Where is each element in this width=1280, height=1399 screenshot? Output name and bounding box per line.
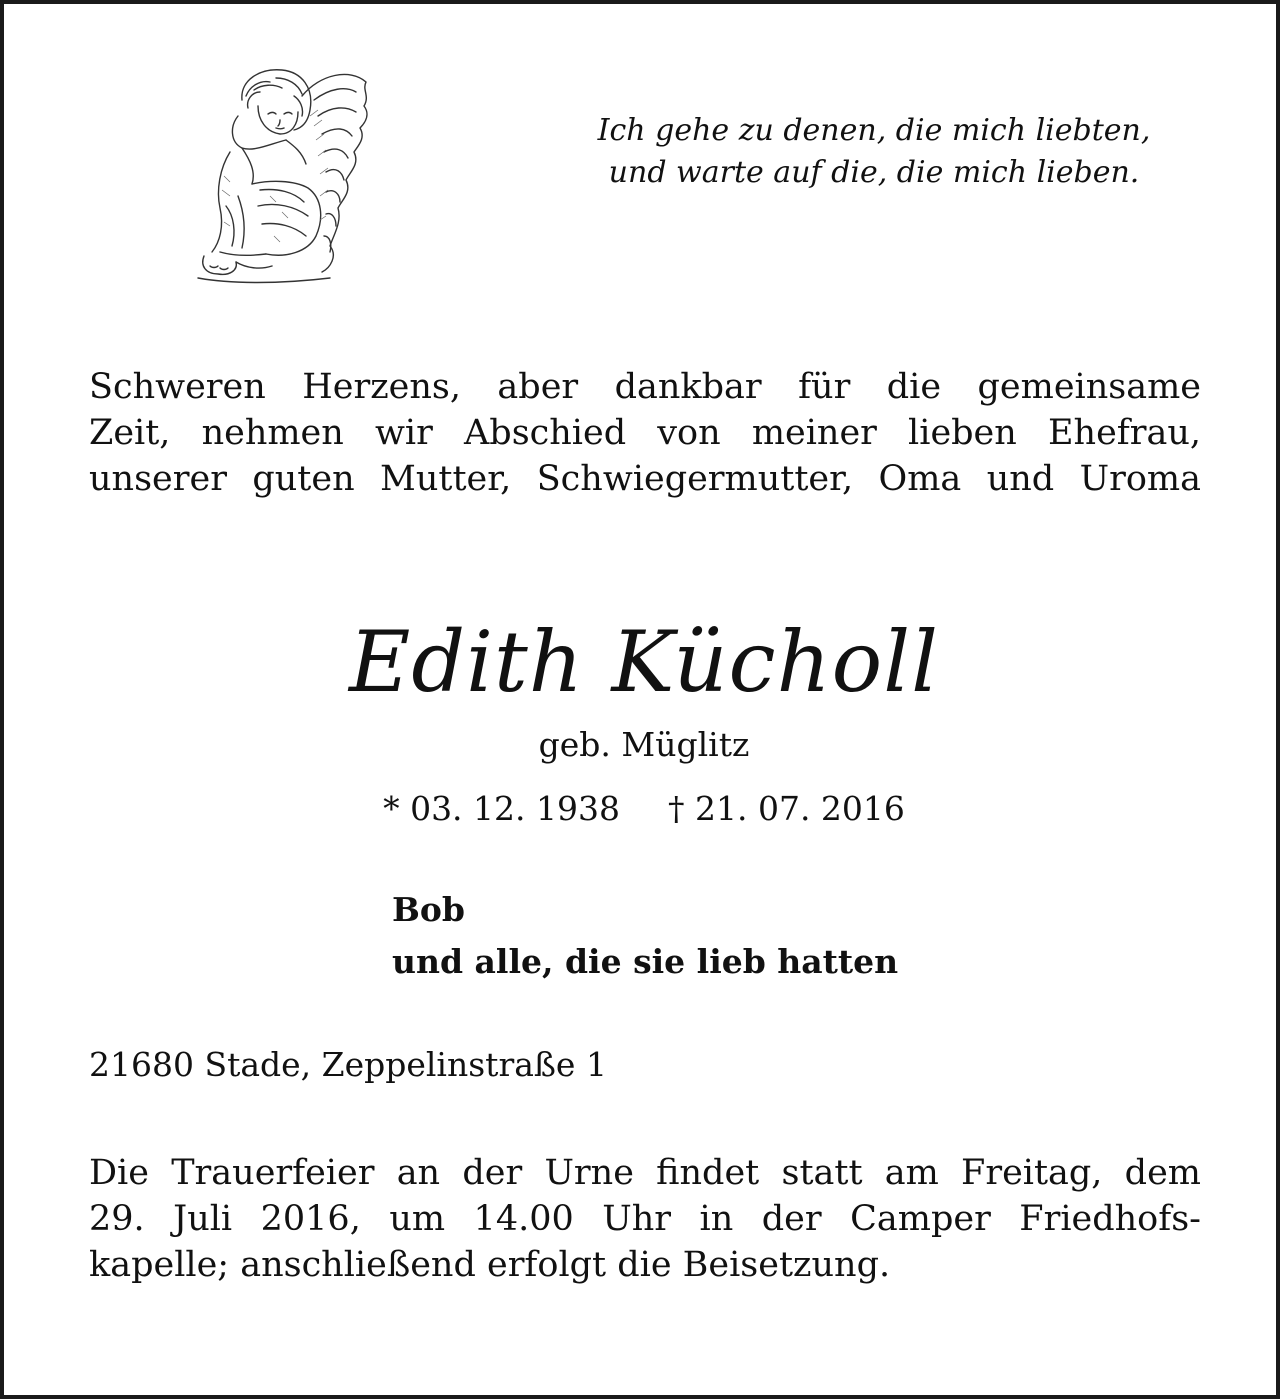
death-date: † 21. 07. 2016 — [668, 789, 905, 828]
angel-icon — [190, 56, 382, 288]
birth-date: * 03. 12. 1938 — [383, 789, 620, 828]
ceremony-line: kapelle; anschließend erfolgt die Beisetzung. — [89, 1245, 891, 1285]
ceremony-line: Die Trauerfeier an der Urne findet statt am Freitag, dem — [89, 1153, 1201, 1193]
ceremony-line: 29. Juli 2016, um 14.00 Uhr in der Camper Friedhofs- — [89, 1199, 1201, 1239]
maiden-name: geb. Müglitz — [538, 725, 750, 764]
motto-line: Ich gehe zu denen, die mich liebten, — [597, 113, 1151, 148]
mourner-line: Bob — [392, 890, 465, 929]
intro-line: Zeit, nehmen wir Abschied von meiner lieben Ehefrau, — [89, 413, 1201, 453]
ceremony-paragraph — [89, 1150, 1201, 1288]
mourner-line: und alle, die sie lieb hatten — [392, 942, 899, 981]
intro-paragraph — [89, 364, 1201, 502]
mourners-signature — [392, 884, 898, 988]
motto-quote — [564, 110, 1184, 194]
intro-line: Schweren Herzens, aber dankbar für die gemeinsame — [89, 367, 1201, 407]
life-dates — [4, 784, 1280, 834]
intro-line: unserer guten Mutter, Schwiegermutter, Oma und Uroma — [89, 459, 1201, 499]
motto-line: und warte auf die, die mich lieben. — [608, 155, 1140, 190]
address: 21680 Stade, Zeppelinstraße 1 — [89, 1045, 607, 1084]
deceased-name: Edith Kücholl — [349, 613, 939, 711]
